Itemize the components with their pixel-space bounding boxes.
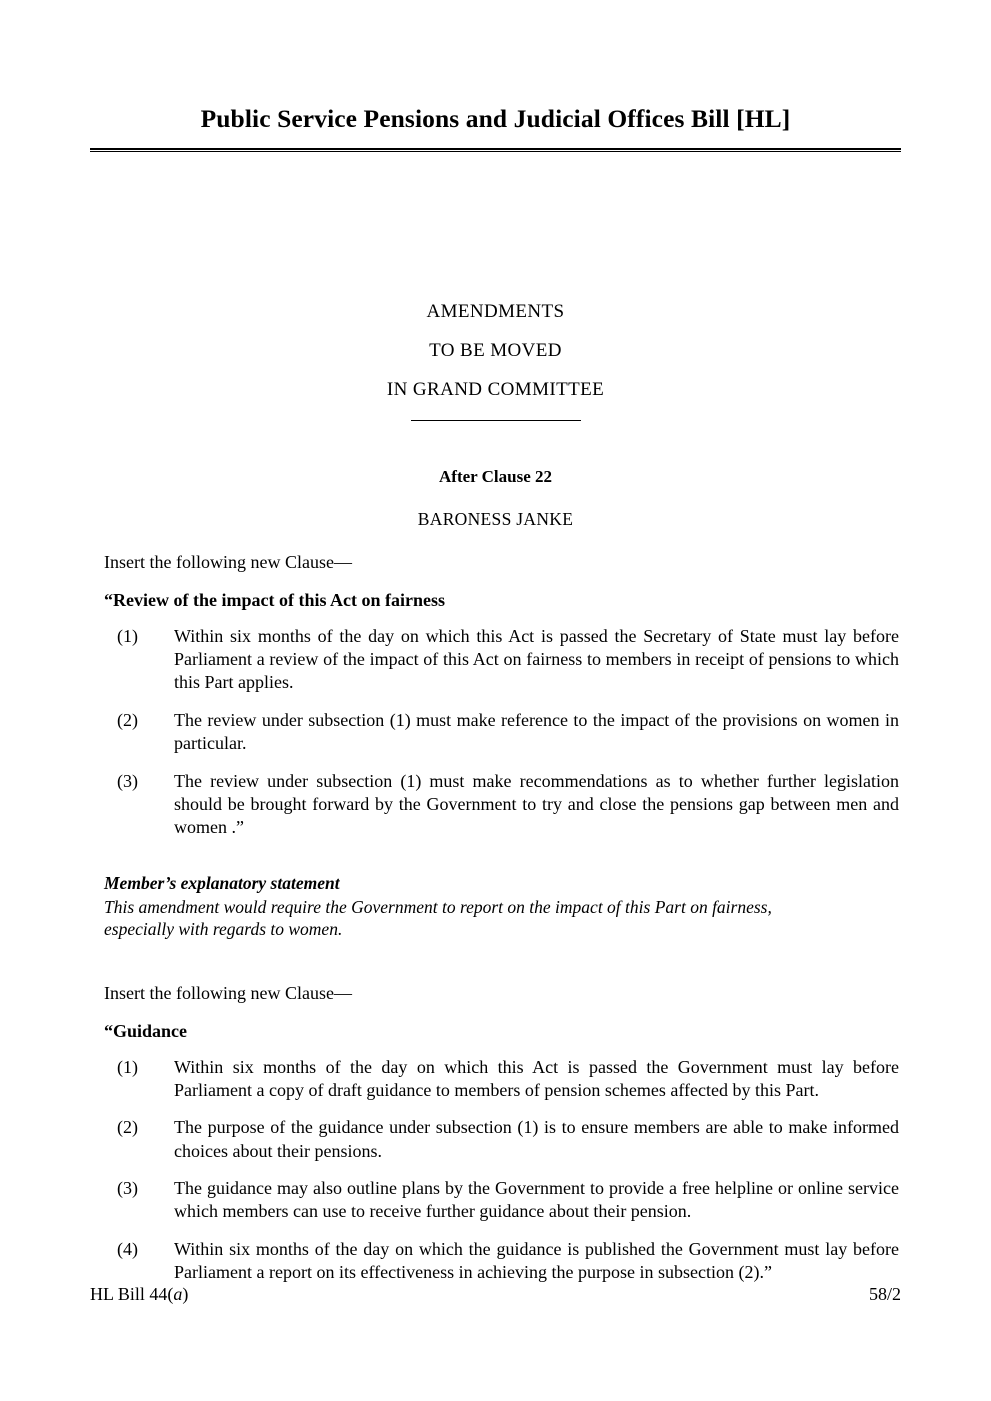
heading-line-to-be-moved: TO BE MOVED <box>429 339 562 361</box>
clause-marker: After Clause 22 <box>439 466 552 486</box>
subsection-number: (1) <box>117 1056 138 1077</box>
subsection-number: (3) <box>117 770 138 791</box>
subsection-text: The review under subsection (1) must make reference to the impact of the provisions on women in particular. <box>174 709 899 754</box>
page-title: Public Service Pensions and Judicial Offices Bill [HL] <box>200 104 791 133</box>
subsection-text: Within six months of the day on which this Act is passed the Secretary of State must lay before Parliament a review of the impact of this Act on fairness to members in receipt of pensions to which this Part applies. <box>174 625 899 693</box>
insert-clause-line-1: Insert the following new Clause— <box>104 551 352 572</box>
subsection-text: Within six months of the day on which this Act is passed the Government must lay before Parliament a copy of draft guidance to members of pension schemes affected by this Part. <box>174 1056 899 1100</box>
list-item <box>117 1116 901 1163</box>
subsection-text: The purpose of the guidance under subsection (1) is to ensure members are able to make informed choices about their pensions. <box>174 1117 899 1161</box>
list-item <box>117 1177 901 1224</box>
title-divider <box>90 148 901 152</box>
list-item <box>117 709 901 756</box>
list-item <box>117 1056 901 1103</box>
explanatory-statement-text: This amendment would require the Government to report on the impact of this Part on fairness, especially with regards to women. <box>104 896 772 940</box>
subsection-number: (2) <box>117 709 138 730</box>
amendments-heading-block <box>90 302 901 421</box>
subsection-number: (3) <box>117 1178 138 1199</box>
list-item <box>117 625 901 695</box>
page-footer <box>90 1284 901 1305</box>
footer-page-ref: 58/2 <box>868 1284 901 1304</box>
subsection-list-2 <box>90 1056 901 1285</box>
subsection-text: The guidance may also outline plans by the Government to provide a free helpline or online service which members can use to receive further guidance about their pension. <box>174 1178 899 1222</box>
subsection-text: The review under subsection (1) must make recommendations as to whether further legislation should be brought forward by the Government to try and close the pensions gap between men and women .” <box>174 770 899 838</box>
insert-clause-line-2: Insert the following new Clause— <box>104 982 352 1003</box>
explanatory-statement-heading: Member’s explanatory statement <box>104 872 340 893</box>
heading-line-amendments: AMENDMENTS <box>426 300 565 322</box>
list-item <box>117 1238 901 1285</box>
footer-bill-suffix: a <box>173 1284 183 1304</box>
subsection-list-1 <box>90 625 901 840</box>
heading-rule <box>411 419 581 421</box>
list-item <box>117 770 901 840</box>
footer-bill-number <box>90 1284 188 1305</box>
footer-bill-main: HL Bill 44( <box>90 1284 174 1304</box>
heading-line-in-grand-committee: IN GRAND COMMITTEE <box>386 378 605 400</box>
clause-title-2: “Guidance <box>104 1020 188 1041</box>
footer-bill-close: ) <box>182 1284 189 1304</box>
section-gap <box>90 941 901 961</box>
subsection-number: (2) <box>117 1117 138 1138</box>
subsection-number: (4) <box>117 1238 138 1259</box>
subsection-text: Within six months of the day on which the guidance is published the Government must lay before Parliament a report on its effectiveness in achieving the purpose in subsection (2).” <box>174 1238 899 1283</box>
subsection-number: (1) <box>117 625 138 646</box>
clause-title-1: “Review of the impact of this Act on fairness <box>104 589 445 610</box>
member-name: BARONESS JANKE <box>417 508 574 529</box>
